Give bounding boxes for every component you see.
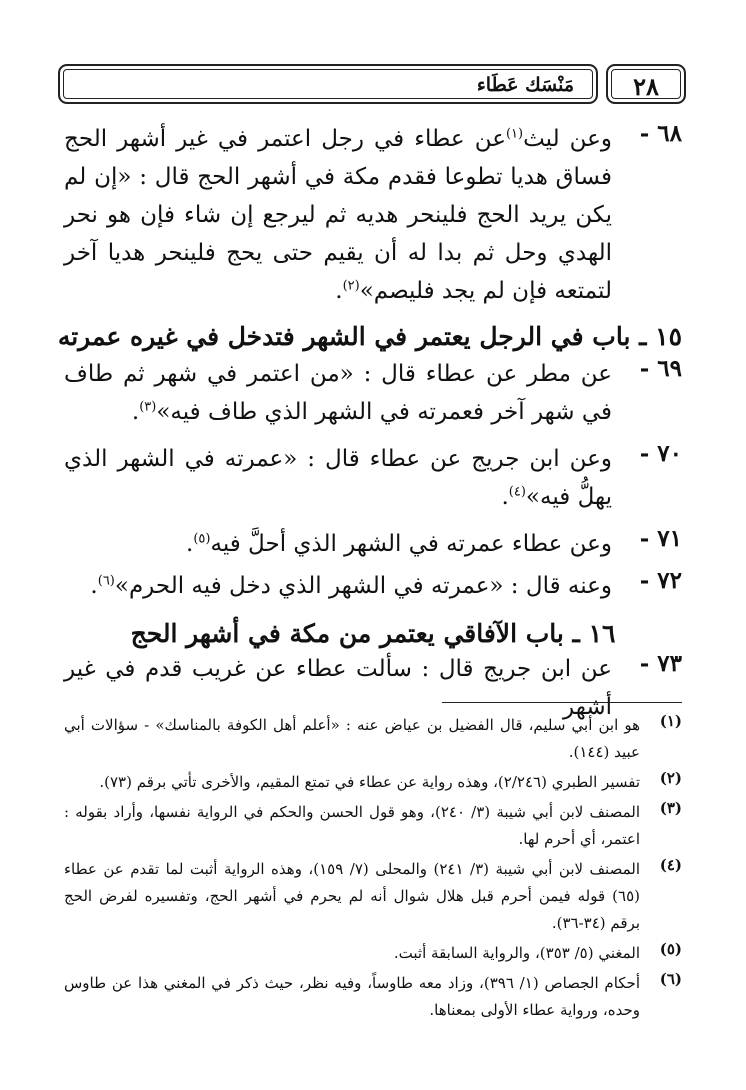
footnote-number: (٤) <box>659 856 682 874</box>
text-segment: وعن ليث <box>523 126 613 152</box>
footnote-2 <box>64 769 682 796</box>
running-header <box>58 64 686 110</box>
footnote-number: (٣) <box>659 799 682 817</box>
footnote-number: (١) <box>659 712 682 730</box>
section-heading-15: ١٥ ـ باب في الرجل يعتمر في الشهر فتدخل في غيره عمرته <box>57 322 682 351</box>
page-number-frame <box>606 64 686 104</box>
entry-71 <box>64 525 682 563</box>
text-segment: . <box>335 278 343 304</box>
footnote-text: هو ابن أبي سليم، قال الفضيل بن عياض عنه : «أعلم أهل الكوفة بالمناسك» - سؤالات أبي عبيد (١٤٤). <box>64 716 640 761</box>
footnote-number: (٥) <box>659 940 682 958</box>
entry-68 <box>64 120 682 310</box>
entry-number: ٧٣ - <box>639 650 682 677</box>
entry-text <box>64 440 612 516</box>
header-title-frame <box>58 64 598 104</box>
entry-number: ٦٨ - <box>639 120 682 147</box>
footnote-ref[interactable]: (١) <box>505 126 524 142</box>
footnote-5 <box>64 940 682 967</box>
footnote-text: أحكام الجصاص (١/ ٣٩٦)، وزاد معه طاوساً، وفيه نظر، حيث ذكر في المغني هذا عن طاوس وحده، ورواية عطاء الأولى بمعناها. <box>64 974 640 1019</box>
entry-69 <box>64 355 682 431</box>
footnote-1 <box>64 712 682 766</box>
text-segment: وعن ابن جريج عن عطاء قال : «عمرته في الشهر الذي يهلُّ فيه» <box>64 446 612 510</box>
footnote-3 <box>64 799 682 853</box>
entry-text <box>64 120 612 310</box>
entry-number: ٦٩ - <box>639 355 682 382</box>
entry-72 <box>64 567 682 605</box>
footnote-text: تفسير الطبري (٢/٢٤٦)، وهذه رواية عن عطاء في تمتع المقيم، والأخرى تأتي برقم (٧٣). <box>99 773 640 791</box>
footnote-4 <box>64 856 682 937</box>
footnote-ref[interactable]: (٣) <box>139 399 157 415</box>
footnote-text: المصنف لابن أبي شيبة (٣/ ٢٤١) والمحلى (٧/ ١٥٩)، وهذه الرواية أثبت لما تقدم عن عطاء (٦٥) قوله فيمن أحرم قبل هلال شوال أنه لم يحرم في أشهر الحج، وتفسيره لفرض الحج برقم (٣٤-٣٦). <box>64 860 640 932</box>
text-segment: . <box>501 484 509 510</box>
entry-70 <box>64 440 682 516</box>
text-segment: . <box>90 573 98 599</box>
entry-number: ٧٠ - <box>639 440 682 467</box>
footnote-6 <box>64 970 682 1024</box>
footnote-ref[interactable]: (٤) <box>508 484 526 500</box>
entry-text <box>64 567 612 605</box>
text-segment: عن ابن جريج قال : سألت عطاء عن غريب قدم في غير أشهر <box>64 656 612 720</box>
entry-text <box>64 355 612 431</box>
text-segment: وعن عطاء عمرته في الشهر الذي أحلَّ فيه <box>210 531 612 557</box>
page-number: ٢٨ <box>633 72 659 101</box>
section-heading-16: ١٦ ـ باب الآفاقي يعتمر من مكة في أشهر الحج <box>130 619 616 648</box>
footnote-number: (٢) <box>659 769 682 787</box>
text-segment: عن عطاء في رجل اعتمر في غير أشهر الحج فساق هديا تطوعا فقدم مكة في أشهر الحج قال : «إن لم يكن يريد الحج فلينحر هديه ثم ليرجع إن شاء فإن هو نحر الهدي وحل ثم بدا له أن يقيم حتى يحج فلينحر هديا آخر لتمتعه فإن لم يجد فليصم» <box>64 126 612 304</box>
entry-number: ٧١ - <box>639 525 682 552</box>
text-segment: . <box>186 531 194 557</box>
text-segment: عن مطر عن عطاء قال : «من اعتمر في شهر ثم طاف في شهر آخر فعمرته في الشهر الذي طاف فيه» <box>64 361 612 425</box>
text-segment: وعنه قال : «عمرته في الشهر الذي دخل فيه الحرم» <box>114 573 612 599</box>
footnote-number: (٦) <box>659 970 682 988</box>
footnote-text: المصنف لابن أبي شيبة (٣/ ٢٤٠)، وهو قول الحسن والحكم في الرواية نفسها، وأراد بقوله : اعتمر، أي أحرم لها. <box>64 803 640 848</box>
entry-text <box>64 525 612 563</box>
footnote-text: المغني (٥/ ٣٥٣)، والرواية السابقة أثبت. <box>393 944 640 962</box>
main-text <box>57 120 682 726</box>
entry-number: ٧٢ - <box>639 567 682 594</box>
footnote-ref[interactable]: (٥) <box>193 531 211 547</box>
footnote-separator <box>442 702 682 703</box>
text-segment: . <box>131 399 140 425</box>
book-title: مَنْسَك عَطَاء <box>476 74 574 96</box>
footnote-ref[interactable]: (٢) <box>342 278 360 294</box>
footnotes <box>64 712 682 1027</box>
footnote-ref[interactable]: (٦) <box>97 573 115 589</box>
